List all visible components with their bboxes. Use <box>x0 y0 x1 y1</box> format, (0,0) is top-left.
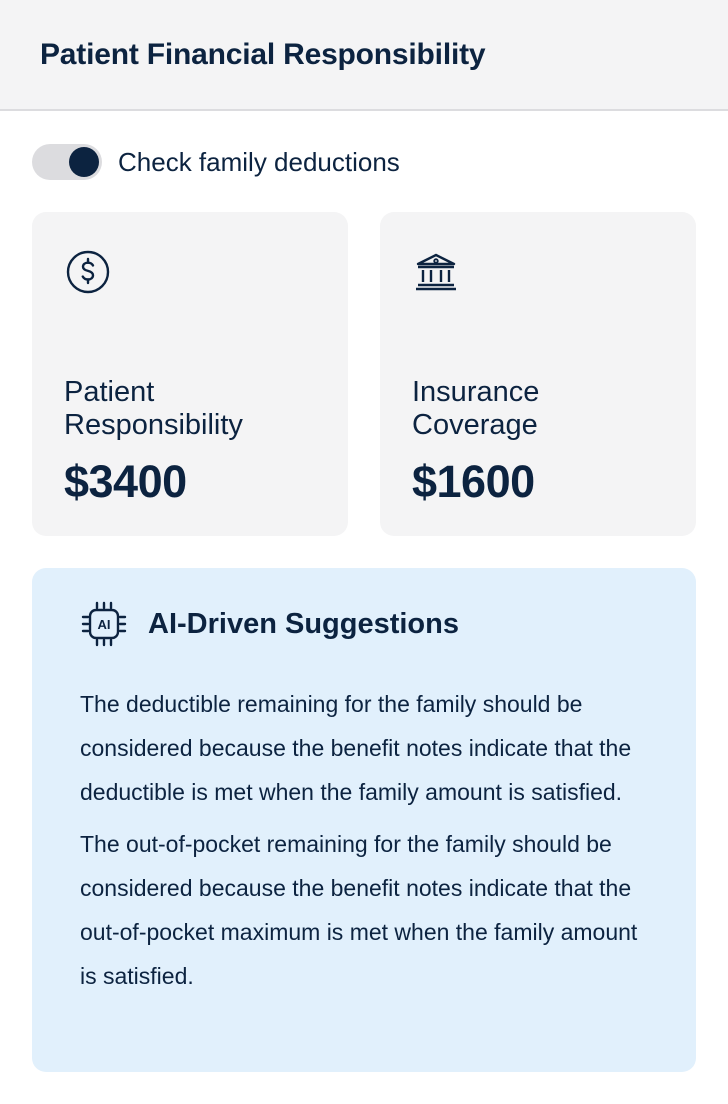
dollar-circle-icon <box>64 248 112 296</box>
card-label: Insurance Coverage <box>412 376 540 441</box>
toggle-label[interactable]: Check family deductions <box>118 146 400 177</box>
ai-suggestions-header <box>78 598 459 650</box>
ai-suggestions-panel <box>32 568 696 1072</box>
insurance-coverage-card <box>380 212 696 536</box>
toggle-knob <box>69 147 99 177</box>
suggestion-paragraph: The deductible remaining for the family should be considered because the benefit notes indicate that the deductible is met when the family amount is satisfied. <box>80 691 632 805</box>
card-value: $1600 <box>412 456 535 507</box>
family-deductions-toggle[interactable] <box>32 144 102 180</box>
ai-suggestions-title: AI-Driven Suggestions <box>148 607 459 640</box>
suggestion-paragraph: The out-of-pocket remaining for the family should be considered because the benefit notes indicate that the out-of-pocket maximum is met when the family amount is satisfied. <box>80 831 638 989</box>
svg-text:AI: AI <box>97 617 111 632</box>
ai-chip-icon <box>78 598 130 650</box>
family-deductions-toggle-row <box>32 143 400 181</box>
page-header <box>0 0 728 111</box>
card-value: $3400 <box>64 456 187 507</box>
bank-icon <box>412 248 460 296</box>
patient-responsibility-card <box>32 212 348 536</box>
card-label: Patient Responsibility <box>64 376 243 441</box>
ai-suggestions-body <box>80 682 660 998</box>
page-title: Patient Financial Responsibility <box>40 38 486 71</box>
